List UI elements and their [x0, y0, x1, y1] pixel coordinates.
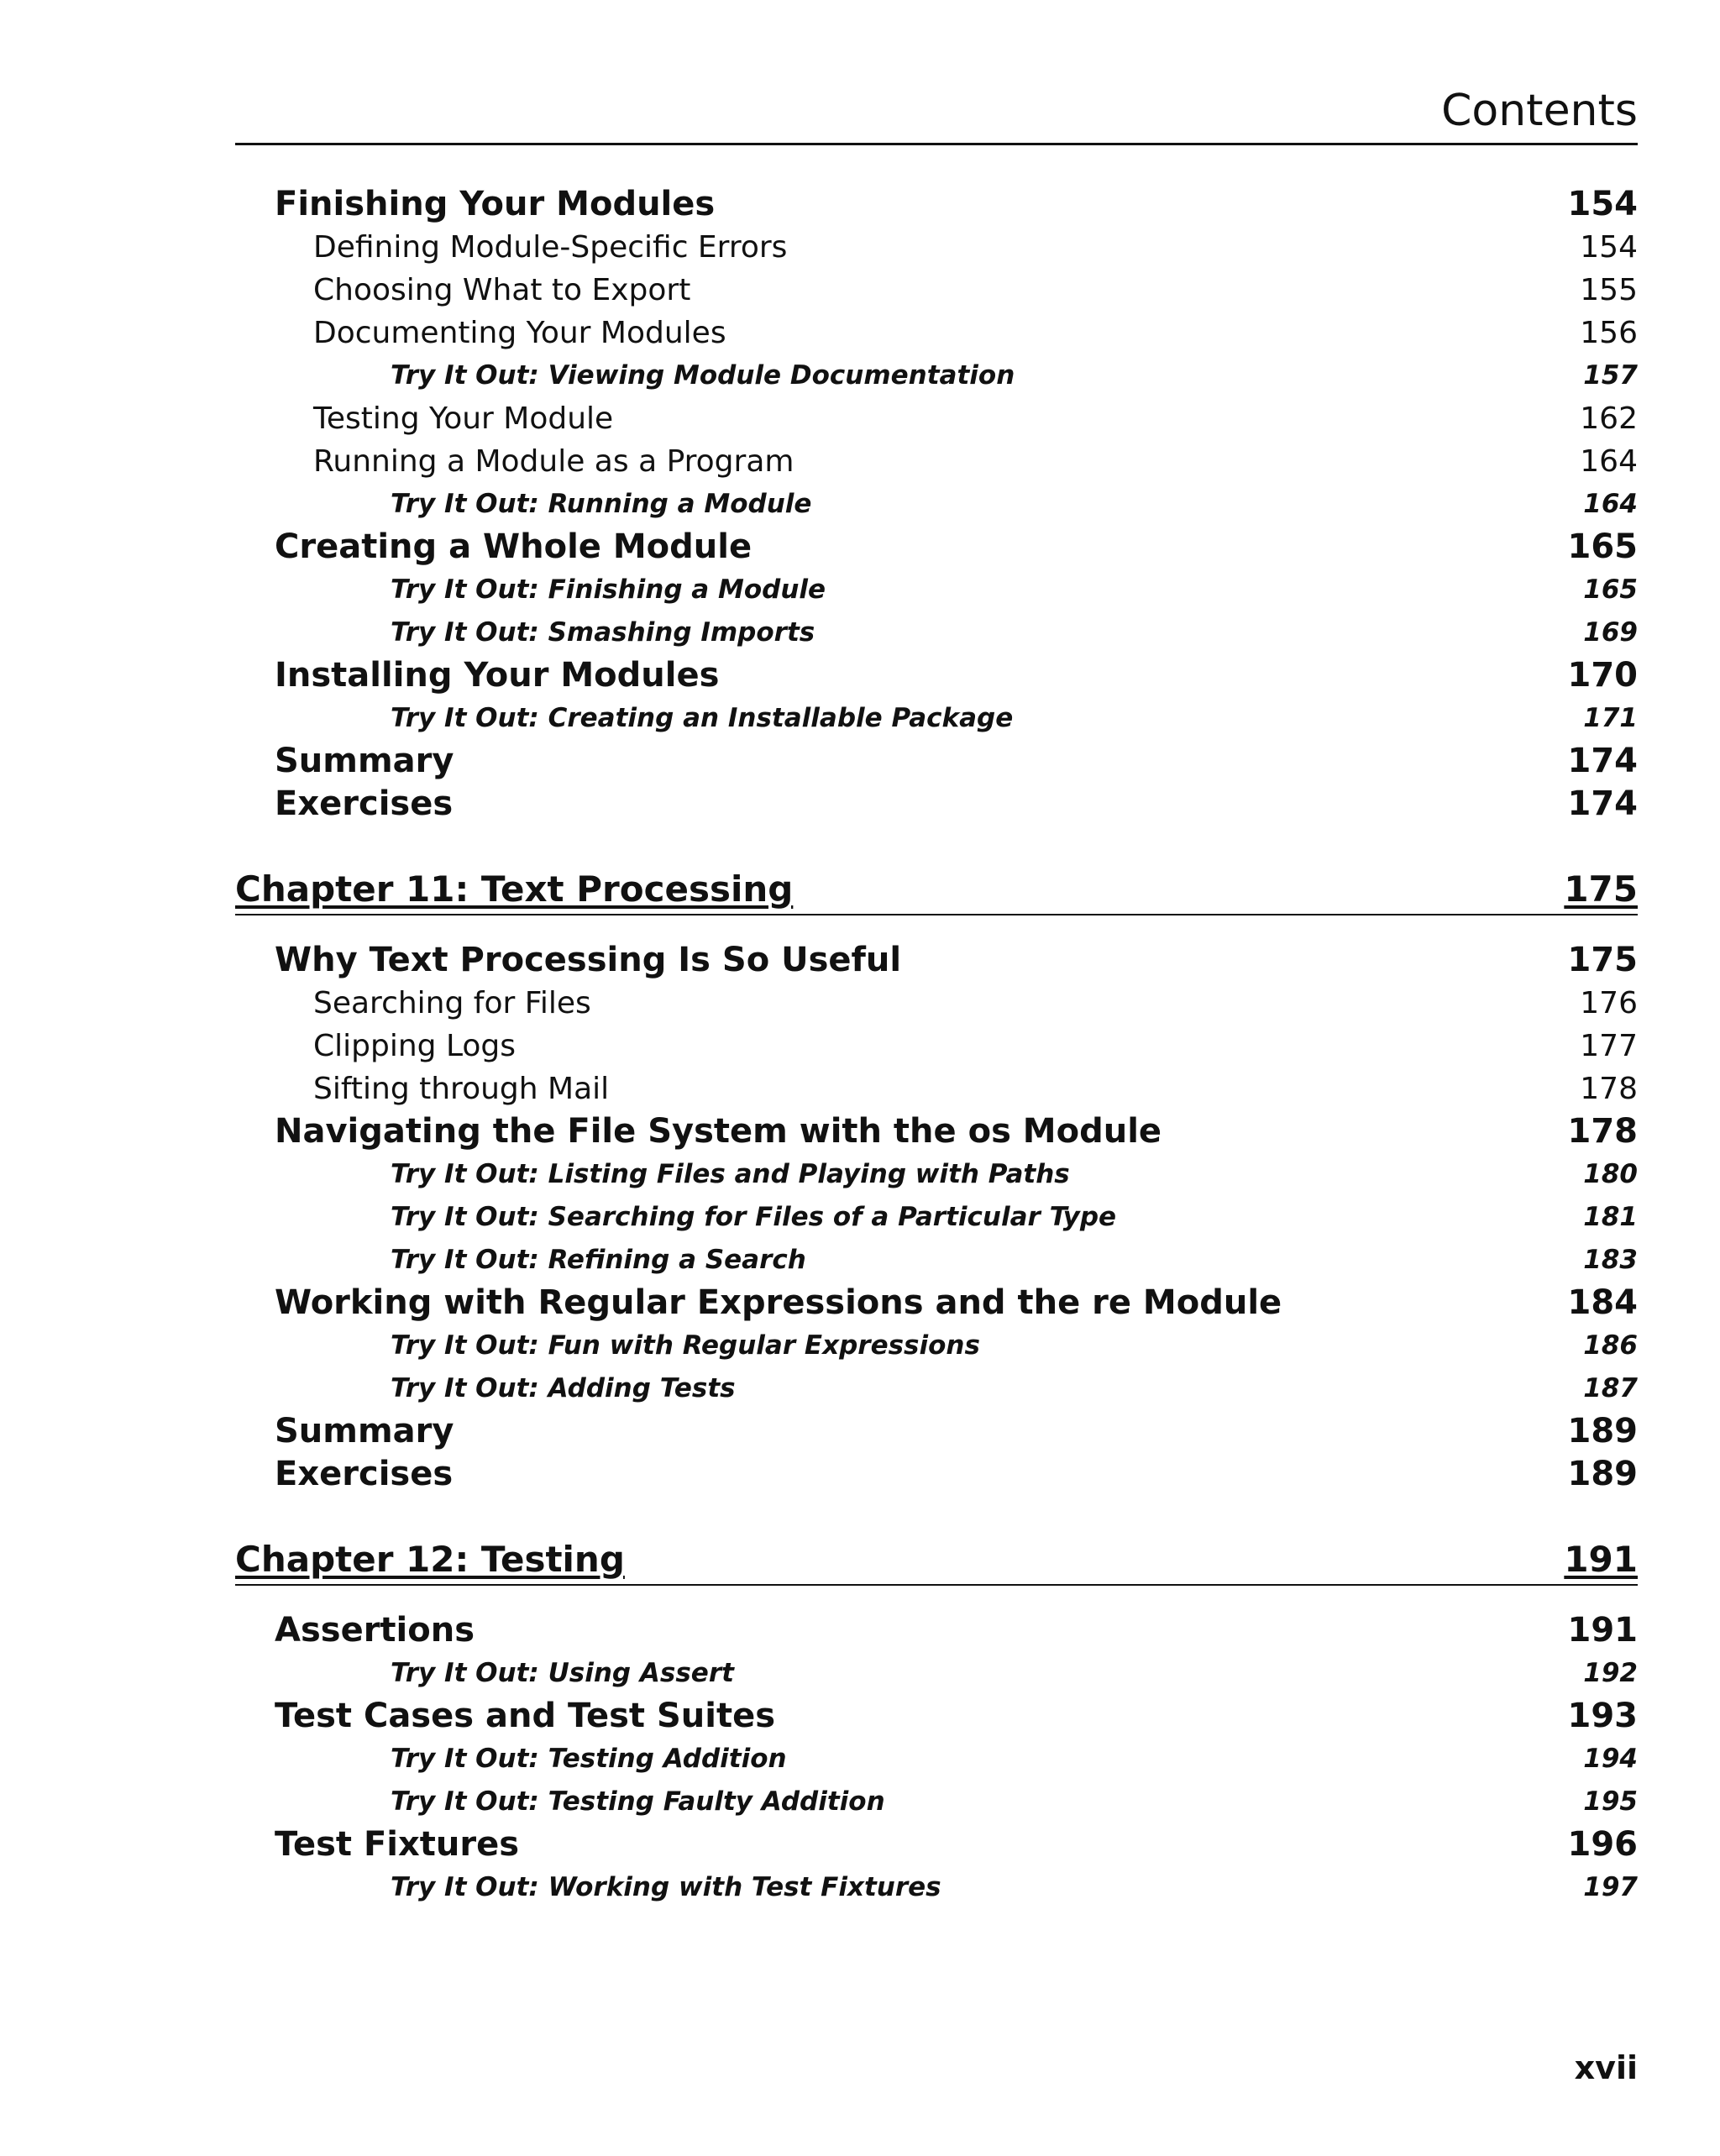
toc-try-it-out-row: [235, 611, 1638, 654]
toc-subsection-row: [235, 982, 1638, 1025]
toc-entry-title: Running a Module as a Program: [313, 444, 794, 479]
toc-entry-page: 154: [1567, 185, 1638, 223]
toc-entry-title: Choosing What to Export: [313, 273, 691, 307]
toc-entry-page: 169: [1583, 617, 1638, 648]
toc-section-row: [235, 1410, 1638, 1453]
toc-entry-page: 171: [1583, 703, 1638, 733]
toc-try-it-out-row: [235, 1367, 1638, 1410]
toc-entry-page: 183: [1583, 1245, 1638, 1275]
toc-entry-page: 175: [1567, 941, 1638, 979]
toc-entry-page: 155: [1580, 273, 1638, 307]
toc-entry-title: Documenting Your Modules: [313, 316, 726, 350]
toc-try-it-out-row: [235, 697, 1638, 740]
toc-try-it-out-row: [235, 1866, 1638, 1909]
toc-entry-page: 184: [1567, 1283, 1638, 1322]
toc-entry-title: Try It Out: Fun with Regular Expressions: [391, 1330, 980, 1361]
toc-section-row: [235, 526, 1638, 569]
header-title: Contents: [1441, 86, 1638, 136]
toc-entry-page: 187: [1583, 1373, 1638, 1403]
toc-entry-title: Working with Regular Expressions and the re Module: [275, 1283, 1282, 1322]
toc-entry-title: Try It Out: Smashing Imports: [391, 617, 815, 648]
toc-entry-title: Why Text Processing Is So Useful: [275, 941, 902, 979]
toc-entry-title: Navigating the File System with the os Module: [275, 1112, 1162, 1151]
toc-entry-title: Try It Out: Working with Test Fixtures: [391, 1872, 941, 1902]
toc-section-row: [235, 1823, 1638, 1866]
toc-entry-page: 195: [1583, 1786, 1638, 1817]
toc-section-row: [235, 1110, 1638, 1153]
toc-section-row: [235, 1282, 1638, 1325]
toc-entry-page: 174: [1567, 784, 1638, 823]
toc-entry-title: Try It Out: Creating an Installable Package: [391, 703, 1014, 733]
toc-entry-title: Chapter 11: Text Processing: [235, 868, 794, 910]
toc-try-it-out-row: [235, 1239, 1638, 1282]
toc-entry-title: Try It Out: Finishing a Module: [391, 574, 826, 605]
toc-entry-title: Clipping Logs: [313, 1029, 517, 1063]
toc-entry-page: 192: [1583, 1658, 1638, 1688]
toc-chapter-row: [235, 1535, 1638, 1586]
toc-subsection-row: [235, 312, 1638, 354]
toc-try-it-out-row: [235, 354, 1638, 397]
toc-entry-title: Try It Out: Testing Faulty Addition: [391, 1786, 885, 1817]
toc-entry-title: Sifting through Mail: [313, 1072, 610, 1106]
toc-entry-page: 191: [1567, 1611, 1638, 1650]
page-number: xvii: [1574, 2049, 1638, 2086]
toc-entry-title: Summary: [275, 1412, 454, 1450]
toc-entry-page: 196: [1567, 1825, 1638, 1864]
toc-entry-page: 194: [1583, 1744, 1638, 1774]
toc-subsection-row: [235, 226, 1638, 269]
toc-entry-page: 197: [1583, 1872, 1638, 1902]
toc-subsection-row: [235, 397, 1638, 440]
toc-try-it-out-row: [235, 1153, 1638, 1196]
toc-section-row: [235, 1609, 1638, 1652]
toc-entry-title: Assertions: [275, 1611, 475, 1650]
toc-entry-page: 181: [1583, 1202, 1638, 1232]
toc-entry-page: 180: [1583, 1159, 1638, 1189]
running-header: [235, 84, 1638, 145]
toc-entry-title: Installing Your Modules: [275, 656, 720, 695]
toc-entry-title: Defining Module-Specific Errors: [313, 230, 788, 265]
toc-entry-page: 174: [1567, 742, 1638, 780]
toc-section-row: [235, 939, 1638, 982]
toc-entry-title: Try It Out: Testing Addition: [391, 1744, 787, 1774]
toc-entry-title: Try It Out: Listing Files and Playing with Paths: [391, 1159, 1070, 1189]
toc-entry-page: 157: [1583, 360, 1638, 391]
toc-entry-title: Try It Out: Adding Tests: [391, 1373, 736, 1403]
toc-subsection-row: [235, 1068, 1638, 1110]
toc-try-it-out-row: [235, 483, 1638, 526]
toc-entry-page: 178: [1567, 1112, 1638, 1151]
toc-chapter-row: [235, 865, 1638, 915]
toc-entry-page: 177: [1580, 1029, 1638, 1063]
toc-entry-title: Finishing Your Modules: [275, 185, 716, 223]
toc-entry-page: 176: [1580, 986, 1638, 1020]
toc-entry-page: 178: [1580, 1072, 1638, 1106]
toc-section-row: [235, 783, 1638, 826]
toc-section-row: [235, 654, 1638, 697]
toc-subsection-row: [235, 440, 1638, 483]
toc-entry-title: Chapter 12: Testing: [235, 1539, 625, 1580]
toc-try-it-out-row: [235, 1781, 1638, 1823]
toc-entry-page: 186: [1583, 1330, 1638, 1361]
toc-entry-title: Exercises: [275, 1455, 454, 1493]
toc-try-it-out-row: [235, 569, 1638, 611]
toc-try-it-out-row: [235, 1325, 1638, 1367]
toc-entry-title: Exercises: [275, 784, 454, 823]
toc-entry-page: 154: [1580, 230, 1638, 265]
toc-try-it-out-row: [235, 1196, 1638, 1239]
toc-entry-page: 164: [1580, 444, 1638, 479]
toc-entry-page: 156: [1580, 316, 1638, 350]
toc-entry-page: 193: [1567, 1697, 1638, 1735]
toc-section-row: [235, 1453, 1638, 1496]
toc-section-row: [235, 183, 1638, 226]
toc-section-row: [235, 740, 1638, 783]
toc-entry-title: Testing Your Module: [313, 401, 614, 436]
toc-try-it-out-row: [235, 1738, 1638, 1781]
toc-entry-page: 165: [1567, 527, 1638, 566]
toc-entry-page: 191: [1564, 1539, 1638, 1580]
toc-entry-title: Creating a Whole Module: [275, 527, 752, 566]
toc-entry-title: Try It Out: Viewing Module Documentation: [391, 360, 1015, 391]
toc-entry-title: Test Fixtures: [275, 1825, 520, 1864]
toc-entry-page: 170: [1567, 656, 1638, 695]
toc-entry-title: Test Cases and Test Suites: [275, 1697, 776, 1735]
toc-entry-page: 165: [1583, 574, 1638, 605]
toc-entry-page: 162: [1580, 401, 1638, 436]
toc-subsection-row: [235, 269, 1638, 312]
table-of-contents: [235, 183, 1638, 1909]
toc-entry-title: Try It Out: Using Assert: [391, 1658, 734, 1688]
toc-entry-page: 189: [1567, 1412, 1638, 1450]
toc-entry-title: Try It Out: Running a Module: [391, 489, 812, 519]
toc-subsection-row: [235, 1025, 1638, 1068]
toc-section-row: [235, 1695, 1638, 1738]
toc-entry-title: Searching for Files: [313, 986, 591, 1020]
toc-try-it-out-row: [235, 1652, 1638, 1695]
toc-entry-title: Try It Out: Refining a Search: [391, 1245, 806, 1275]
toc-entry-title: Summary: [275, 742, 454, 780]
toc-entry-page: 189: [1567, 1455, 1638, 1493]
toc-entry-page: 175: [1564, 868, 1638, 910]
toc-entry-title: Try It Out: Searching for Files of a Particular Type: [391, 1202, 1117, 1232]
toc-entry-page: 164: [1583, 489, 1638, 519]
